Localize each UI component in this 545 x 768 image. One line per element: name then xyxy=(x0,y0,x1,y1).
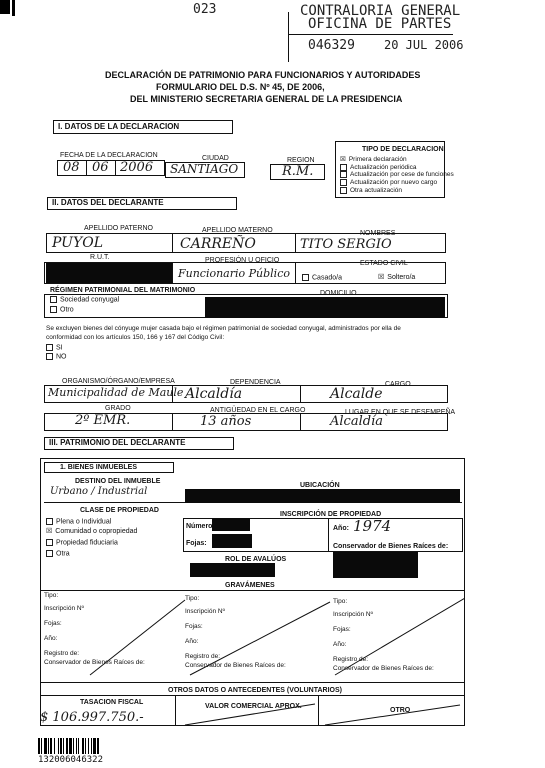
corner-mark xyxy=(0,0,10,14)
casado-option[interactable]: Casado/a xyxy=(302,274,342,282)
regimen-option[interactable]: Sociedad conyugal xyxy=(50,296,119,304)
cargo-value: Alcalde xyxy=(330,386,383,402)
tipo-option[interactable]: Actualización por cese de funciones xyxy=(340,171,454,179)
barcode-bar xyxy=(78,738,79,754)
barcode-bar xyxy=(76,738,77,754)
section-3-title: III. PATRIMONIO DEL DECLARANTE xyxy=(49,438,186,447)
redacted-rut xyxy=(46,263,172,283)
rol-label: ROL DE AVALÚOS xyxy=(225,556,287,563)
receipt-stamp xyxy=(288,2,464,58)
prof-label: PROFESIÓN U OFICIO xyxy=(205,257,280,264)
tipo-title: TIPO DE DECLARACION xyxy=(362,146,444,153)
destino-value: Urbano / Industrial xyxy=(50,486,148,497)
barcode-bar xyxy=(88,738,89,754)
region-value: R.M. xyxy=(282,164,314,179)
clase-option[interactable]: Otra xyxy=(46,550,70,558)
ubicacion-label: UBICACIÓN xyxy=(300,482,340,489)
grav-col-3: Tipo: Inscripción Nº Fojas: Año: Registro de: Conservador de Bienes Raíces de: xyxy=(333,598,434,672)
clase-option[interactable]: Propiedad fiduciaria xyxy=(46,539,118,547)
dep-value: Alcaldía xyxy=(185,386,243,402)
tasacion-value: $ 106.997.750.- xyxy=(40,710,144,725)
barcode-bar xyxy=(85,738,86,754)
barcode-bar xyxy=(44,738,47,754)
ap-pat-label: APELLIDO PATERNO xyxy=(84,225,153,232)
ap-mat-label: APELLIDO MATERNO xyxy=(202,227,273,234)
ap-pat-value: PUYOL xyxy=(52,235,103,251)
redacted-rol xyxy=(190,563,275,577)
stamp-number: 046329 xyxy=(308,38,355,53)
barcode-bar xyxy=(58,738,59,754)
anio-label: Año: xyxy=(333,525,349,532)
clase-option[interactable]: ☒ Comunidad o copropiedad xyxy=(46,528,138,535)
redacted-fojas xyxy=(212,534,252,548)
header-line2: FORMULARIO DEL D.S. Nº 45, DE 2006, xyxy=(156,82,325,92)
region-label: REGION xyxy=(287,157,315,164)
tipo-option[interactable]: Actualización periódica xyxy=(340,164,454,172)
header-line3: DEL MINISTERIO SECRETARIA GENERAL DE LA PRESIDENCIA xyxy=(130,94,403,104)
civil-label: ESTADO CIVIL xyxy=(360,260,408,267)
lugar-label: LUGAR EN QUE SE DESEMPEÑA xyxy=(345,409,456,416)
nombres-value: TITO SERGIO xyxy=(300,237,392,252)
barcode-bar xyxy=(93,738,96,754)
barcode-bar xyxy=(66,738,68,754)
fecha-mes: 06 xyxy=(92,160,109,175)
fecha-anio: 2006 xyxy=(120,160,154,175)
bienes-title: 1. BIENES INMUEBLES xyxy=(60,464,138,471)
fecha-label: FECHA DE LA DECLARACION xyxy=(60,152,158,159)
grado-label: GRADO xyxy=(105,405,131,412)
prof-value: Funcionario Público xyxy=(178,267,290,280)
tipo-check-marked: ☒ xyxy=(340,156,346,163)
exclusion-si[interactable]: SI xyxy=(46,344,63,352)
regimen-option[interactable]: Otro xyxy=(50,306,74,314)
dep-label: DEPENDENCIA xyxy=(230,379,281,386)
ciudad-label: CIUDAD xyxy=(202,155,229,162)
stamp-line1: CONTRALORIA GENERAL xyxy=(300,3,461,19)
valor-label: VALOR COMERCIAL APROX. xyxy=(205,703,302,710)
tipo-option[interactable]: Actualización por nuevo cargo xyxy=(340,179,454,187)
cbr-label: Conservador de Bienes Raíces de: xyxy=(333,543,449,550)
exclusion-no[interactable]: NO xyxy=(46,353,67,361)
barcode-bar xyxy=(54,738,55,754)
tipo-list xyxy=(340,156,454,194)
otros-label: OTROS DATOS O ANTECEDENTES (VOLUNTARIOS) xyxy=(168,687,342,694)
stamp-code: 023 xyxy=(193,2,217,17)
antig-label: ANTIGÜEDAD EN EL CARGO xyxy=(210,407,306,414)
lugar-value: Alcaldía xyxy=(330,414,383,429)
exclusion-text-1: Se excluyen bienes del cónyuge mujer casada bajo el régimen patrimonial de sociedad conyugal, administrados por ella de xyxy=(46,325,401,332)
barcode-bar xyxy=(73,738,74,754)
barcode-bar xyxy=(48,738,49,754)
ciudad-value: SANTIAGO xyxy=(170,162,239,176)
domicilio-label: DOMICILIO xyxy=(320,290,357,297)
fecha-dia: 08 xyxy=(63,160,80,175)
org-label: ORGANISMO/ÓRGANO/EMPRESA xyxy=(62,378,175,385)
barcode xyxy=(38,738,130,754)
barcode-bar xyxy=(41,738,42,754)
stamp-line2: OFICINA DE PARTES xyxy=(308,16,452,32)
ap-mat-value: CARREÑO xyxy=(180,236,256,252)
barcode-bar xyxy=(50,738,52,754)
fojas-label: Fojas: xyxy=(186,540,207,547)
barcode-bar xyxy=(60,738,62,754)
valor-strike xyxy=(175,700,465,726)
barcode-text: 132006046322 xyxy=(38,755,104,765)
org-value: Municipalidad de Maule xyxy=(48,386,184,399)
antig-value: 13 años xyxy=(200,414,252,429)
soltero-option[interactable]: ☒ Soltero/a xyxy=(378,274,416,281)
barcode-bar xyxy=(38,738,40,754)
barcode-bar xyxy=(97,738,99,754)
clase-label: CLASE DE PROPIEDAD xyxy=(80,507,159,514)
regimen-label: RÉGIMEN PATRIMONIAL DEL MATRIMONIO xyxy=(50,287,196,294)
tipo-option[interactable]: ☒ Primera declaración xyxy=(340,156,407,163)
tasacion-label: TASACION FISCAL xyxy=(80,699,144,706)
redacted-ubicacion xyxy=(185,489,460,503)
inscripcion-label: INSCRIPCIÓN DE PROPIEDAD xyxy=(280,511,382,518)
otro-label: OTRO xyxy=(390,707,411,714)
redacted-numero xyxy=(212,518,250,531)
tipo-option[interactable]: Otra actualización xyxy=(340,187,454,195)
barcode-bar xyxy=(63,738,64,754)
stamp-date: 20 JUL 2006 xyxy=(384,38,464,52)
grav-col-1: Tipo: Inscripción Nº Fojas: Año: Registro de: Conservador de Bienes Raíces de: xyxy=(44,592,145,666)
redacted-cbr xyxy=(333,552,418,578)
rut-label: R.U.T. xyxy=(90,254,110,261)
destino-label: DESTINO DEL INMUEBLE xyxy=(75,478,161,485)
grado-value: 2º EMR. xyxy=(75,413,131,428)
cargo-label: CARGO xyxy=(385,381,411,388)
numero-label: Número xyxy=(186,523,213,530)
gravamenes-label: GRAVÁMENES xyxy=(225,582,275,589)
redacted-domicilio xyxy=(205,297,445,318)
section-2-title: II. DATOS DEL DECLARANTE xyxy=(52,198,164,207)
barcode-bar xyxy=(69,738,72,754)
nombres-label: NOMBRES xyxy=(360,230,396,237)
exclusion-text-2: conformidad con los artículos 150, 166 y 167 del Código Civil: xyxy=(46,334,225,341)
barcode-bar xyxy=(91,738,92,754)
grav-col-2: Tipo: Inscripción Nº Fojas: Año: Registro de: Conservador de Bienes Raíces de: xyxy=(185,595,286,669)
corner-mark xyxy=(12,0,15,16)
barcode-bar xyxy=(82,738,84,754)
anio-value: 1974 xyxy=(353,517,392,535)
header-line1: DECLARACIÓN DE PATRIMONIO PARA FUNCIONARIOS Y AUTORIDADES xyxy=(105,70,421,80)
section-1-title: I. DATOS DE LA DECLARACION xyxy=(58,122,180,131)
clase-option[interactable]: Plena o Individual xyxy=(46,518,111,526)
